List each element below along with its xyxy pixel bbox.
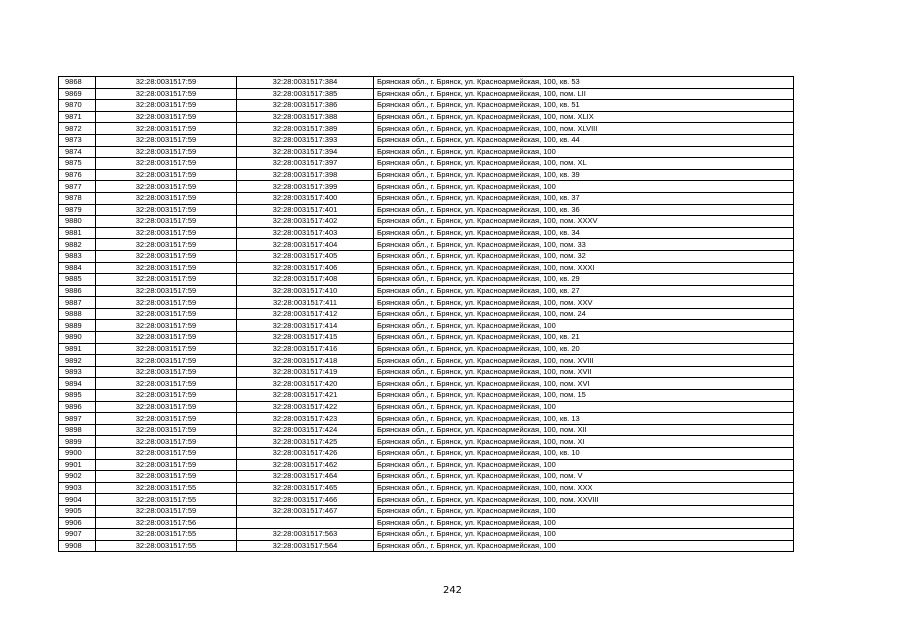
object-cadastral-number-cell: 32:28:0031517:465: [237, 482, 374, 494]
object-cadastral-number-cell: 32:28:0031517:403: [237, 227, 374, 239]
row-number-cell: 9875: [59, 158, 96, 170]
table-row: [59, 146, 794, 158]
object-cadastral-number-cell: 32:28:0031517:420: [237, 378, 374, 390]
source-cadastral-number-cell: 32:28:0031517:59: [96, 459, 237, 471]
address-cell: Брянская обл., г. Брянск, ул. Красноармейская, 100, кв. 29: [374, 274, 794, 286]
source-cadastral-number-cell: 32:28:0031517:59: [96, 88, 237, 100]
object-cadastral-number-cell: 32:28:0031517:404: [237, 239, 374, 251]
table-row: [59, 227, 794, 239]
object-cadastral-number-cell: 32:28:0031517:408: [237, 274, 374, 286]
object-cadastral-number-cell: 32:28:0031517:426: [237, 448, 374, 460]
object-cadastral-number-cell: 32:28:0031517:464: [237, 471, 374, 483]
object-cadastral-number-cell: 32:28:0031517:388: [237, 111, 374, 123]
source-cadastral-number-cell: 32:28:0031517:59: [96, 390, 237, 402]
source-cadastral-number-cell: 32:28:0031517:59: [96, 448, 237, 460]
row-number-cell: 9877: [59, 181, 96, 193]
row-number-cell: 9871: [59, 111, 96, 123]
object-cadastral-number-cell: 32:28:0031517:410: [237, 285, 374, 297]
address-cell: Брянская обл., г. Брянск, ул. Красноармейская, 100, пом. XII: [374, 424, 794, 436]
address-cell: Брянская обл., г. Брянск, ул. Красноармейская, 100, пом. XXVIII: [374, 494, 794, 506]
source-cadastral-number-cell: 32:28:0031517:59: [96, 366, 237, 378]
row-number-cell: 9873: [59, 134, 96, 146]
table-row: [59, 390, 794, 402]
row-number-cell: 9888: [59, 308, 96, 320]
table-row: [59, 401, 794, 413]
address-cell: Брянская обл., г. Брянск, ул. Красноармейская, 100, пом. V: [374, 471, 794, 483]
address-cell: Брянская обл., г. Брянск, ул. Красноармейская, 100, пом. 15: [374, 390, 794, 402]
address-cell: Брянская обл., г. Брянск, ул. Красноармейская, 100, кв. 39: [374, 169, 794, 181]
table-row: [59, 134, 794, 146]
row-number-cell: 9876: [59, 169, 96, 181]
source-cadastral-number-cell: 32:28:0031517:59: [96, 332, 237, 344]
address-cell: Брянская обл., г. Брянск, ул. Красноармейская, 100, пом. XXX: [374, 482, 794, 494]
row-number-cell: 9883: [59, 250, 96, 262]
table-row: [59, 274, 794, 286]
row-number-cell: 9868: [59, 77, 96, 89]
table-row: [59, 505, 794, 517]
table-row: [59, 471, 794, 483]
object-cadastral-number-cell: 32:28:0031517:462: [237, 459, 374, 471]
address-cell: Брянская обл., г. Брянск, ул. Красноармейская, 100: [374, 401, 794, 413]
row-number-cell: 9878: [59, 192, 96, 204]
source-cadastral-number-cell: 32:28:0031517:59: [96, 204, 237, 216]
object-cadastral-number-cell: 32:28:0031517:423: [237, 413, 374, 425]
row-number-cell: 9897: [59, 413, 96, 425]
source-cadastral-number-cell: 32:28:0031517:59: [96, 378, 237, 390]
row-number-cell: 9887: [59, 297, 96, 309]
table-row: [59, 459, 794, 471]
row-number-cell: 9890: [59, 332, 96, 344]
source-cadastral-number-cell: 32:28:0031517:59: [96, 239, 237, 251]
object-cadastral-number-cell: 32:28:0031517:397: [237, 158, 374, 170]
address-cell: Брянская обл., г. Брянск, ул. Красноармейская, 100: [374, 146, 794, 158]
source-cadastral-number-cell: 32:28:0031517:55: [96, 494, 237, 506]
row-number-cell: 9886: [59, 285, 96, 297]
table-row: [59, 366, 794, 378]
object-cadastral-number-cell: 32:28:0031517:405: [237, 250, 374, 262]
object-cadastral-number-cell: 32:28:0031517:393: [237, 134, 374, 146]
object-cadastral-number-cell: 32:28:0031517:415: [237, 332, 374, 344]
table-row: [59, 192, 794, 204]
source-cadastral-number-cell: 32:28:0031517:59: [96, 77, 237, 89]
row-number-cell: 9905: [59, 505, 96, 517]
address-cell: Брянская обл., г. Брянск, ул. Красноармейская, 100, пом. XVI: [374, 378, 794, 390]
row-number-cell: 9900: [59, 448, 96, 460]
object-cadastral-number-cell: 32:28:0031517:406: [237, 262, 374, 274]
table-row: [59, 204, 794, 216]
table-row: [59, 320, 794, 332]
table-row: [59, 343, 794, 355]
address-cell: Брянская обл., г. Брянск, ул. Красноармейская, 100, пом. XVII: [374, 366, 794, 378]
address-cell: Брянская обл., г. Брянск, ул. Красноармейская, 100, пом. XVIII: [374, 355, 794, 367]
table-row: [59, 424, 794, 436]
source-cadastral-number-cell: 32:28:0031517:59: [96, 320, 237, 332]
row-number-cell: 9901: [59, 459, 96, 471]
address-cell: Брянская обл., г. Брянск, ул. Красноармейская, 100, пом. XXXI: [374, 262, 794, 274]
object-cadastral-number-cell: 32:28:0031517:399: [237, 181, 374, 193]
source-cadastral-number-cell: 32:28:0031517:55: [96, 529, 237, 541]
row-number-cell: 9895: [59, 390, 96, 402]
table-row: [59, 448, 794, 460]
source-cadastral-number-cell: 32:28:0031517:59: [96, 227, 237, 239]
address-cell: Брянская обл., г. Брянск, ул. Красноармейская, 100: [374, 320, 794, 332]
object-cadastral-number-cell: 32:28:0031517:398: [237, 169, 374, 181]
row-number-cell: 9870: [59, 100, 96, 112]
row-number-cell: 9898: [59, 424, 96, 436]
source-cadastral-number-cell: 32:28:0031517:59: [96, 250, 237, 262]
table-row: [59, 77, 794, 89]
source-cadastral-number-cell: 32:28:0031517:59: [96, 181, 237, 193]
object-cadastral-number-cell: 32:28:0031517:385: [237, 88, 374, 100]
table-row: [59, 297, 794, 309]
row-number-cell: 9902: [59, 471, 96, 483]
object-cadastral-number-cell: 32:28:0031517:564: [237, 540, 374, 552]
address-cell: Брянская обл., г. Брянск, ул. Красноармейская, 100, кв. 37: [374, 192, 794, 204]
row-number-cell: 9879: [59, 204, 96, 216]
table-row: [59, 436, 794, 448]
address-cell: Брянская обл., г. Брянск, ул. Красноармейская, 100, кв. 44: [374, 134, 794, 146]
table-row: [59, 88, 794, 100]
object-cadastral-number-cell: 32:28:0031517:411: [237, 297, 374, 309]
row-number-cell: 9904: [59, 494, 96, 506]
address-cell: Брянская обл., г. Брянск, ул. Красноармейская, 100: [374, 517, 794, 529]
table-row: [59, 262, 794, 274]
address-cell: Брянская обл., г. Брянск, ул. Красноармейская, 100, пом. 24: [374, 308, 794, 320]
object-cadastral-number-cell: 32:28:0031517:466: [237, 494, 374, 506]
address-cell: Брянская обл., г. Брянск, ул. Красноармейская, 100, пом. XL: [374, 158, 794, 170]
source-cadastral-number-cell: 32:28:0031517:59: [96, 343, 237, 355]
row-number-cell: 9874: [59, 146, 96, 158]
table-row: [59, 308, 794, 320]
table-row: [59, 529, 794, 541]
object-cadastral-number-cell: 32:28:0031517:467: [237, 505, 374, 517]
object-cadastral-number-cell: 32:28:0031517:401: [237, 204, 374, 216]
address-cell: Брянская обл., г. Брянск, ул. Красноармейская, 100, кв. 27: [374, 285, 794, 297]
source-cadastral-number-cell: 32:28:0031517:59: [96, 262, 237, 274]
address-cell: Брянская обл., г. Брянск, ул. Красноармейская, 100, пом. XLIX: [374, 111, 794, 123]
address-cell: Брянская обл., г. Брянск, ул. Красноармейская, 100, кв. 51: [374, 100, 794, 112]
row-number-cell: 9893: [59, 366, 96, 378]
source-cadastral-number-cell: 32:28:0031517:59: [96, 471, 237, 483]
row-number-cell: 9906: [59, 517, 96, 529]
source-cadastral-number-cell: 32:28:0031517:59: [96, 505, 237, 517]
table-row: [59, 285, 794, 297]
address-cell: Брянская обл., г. Брянск, ул. Красноармейская, 100: [374, 181, 794, 193]
address-cell: Брянская обл., г. Брянск, ул. Красноармейская, 100, кв. 21: [374, 332, 794, 344]
address-cell: Брянская обл., г. Брянск, ул. Красноармейская, 100, кв. 13: [374, 413, 794, 425]
address-cell: Брянская обл., г. Брянск, ул. Красноармейская, 100: [374, 505, 794, 517]
registry-table: [58, 76, 794, 552]
row-number-cell: 9884: [59, 262, 96, 274]
source-cadastral-number-cell: 32:28:0031517:59: [96, 123, 237, 135]
row-number-cell: 9880: [59, 216, 96, 228]
address-cell: Брянская обл., г. Брянск, ул. Красноармейская, 100, пом. XXV: [374, 297, 794, 309]
table-row: [59, 494, 794, 506]
source-cadastral-number-cell: 32:28:0031517:59: [96, 146, 237, 158]
row-number-cell: 9908: [59, 540, 96, 552]
object-cadastral-number-cell: 32:28:0031517:400: [237, 192, 374, 204]
page-number: 242: [442, 585, 463, 596]
source-cadastral-number-cell: 32:28:0031517:59: [96, 285, 237, 297]
address-cell: Брянская обл., г. Брянск, ул. Красноармейская, 100, кв. 10: [374, 448, 794, 460]
source-cadastral-number-cell: 32:28:0031517:59: [96, 216, 237, 228]
source-cadastral-number-cell: 32:28:0031517:59: [96, 134, 237, 146]
address-cell: Брянская обл., г. Брянск, ул. Красноармейская, 100, пом. XXXV: [374, 216, 794, 228]
row-number-cell: 9885: [59, 274, 96, 286]
address-cell: Брянская обл., г. Брянск, ул. Красноармейская, 100, пом. XLVIII: [374, 123, 794, 135]
object-cadastral-number-cell: 32:28:0031517:386: [237, 100, 374, 112]
row-number-cell: 9891: [59, 343, 96, 355]
source-cadastral-number-cell: 32:28:0031517:59: [96, 424, 237, 436]
address-cell: Брянская обл., г. Брянск, ул. Красноармейская, 100, пом. 32: [374, 250, 794, 262]
row-number-cell: 9903: [59, 482, 96, 494]
source-cadastral-number-cell: 32:28:0031517:59: [96, 158, 237, 170]
address-cell: Брянская обл., г. Брянск, ул. Красноармейская, 100, кв. 53: [374, 77, 794, 89]
address-cell: Брянская обл., г. Брянск, ул. Красноармейская, 100, кв. 20: [374, 343, 794, 355]
table-row: [59, 378, 794, 390]
source-cadastral-number-cell: 32:28:0031517:59: [96, 274, 237, 286]
row-number-cell: 9882: [59, 239, 96, 251]
object-cadastral-number-cell: 32:28:0031517:421: [237, 390, 374, 402]
source-cadastral-number-cell: 32:28:0031517:59: [96, 100, 237, 112]
address-cell: Брянская обл., г. Брянск, ул. Красноармейская, 100: [374, 529, 794, 541]
source-cadastral-number-cell: 32:28:0031517:59: [96, 308, 237, 320]
table-row: [59, 482, 794, 494]
object-cadastral-number-cell: 32:28:0031517:416: [237, 343, 374, 355]
object-cadastral-number-cell: [237, 517, 374, 529]
source-cadastral-number-cell: 32:28:0031517:55: [96, 482, 237, 494]
row-number-cell: 9872: [59, 123, 96, 135]
table-row: [59, 540, 794, 552]
object-cadastral-number-cell: 32:28:0031517:419: [237, 366, 374, 378]
object-cadastral-number-cell: 32:28:0031517:425: [237, 436, 374, 448]
source-cadastral-number-cell: 32:28:0031517:55: [96, 540, 237, 552]
address-cell: Брянская обл., г. Брянск, ул. Красноармейская, 100, пом. 33: [374, 239, 794, 251]
object-cadastral-number-cell: 32:28:0031517:384: [237, 77, 374, 89]
table-row: [59, 250, 794, 262]
address-cell: Брянская обл., г. Брянск, ул. Красноармейская, 100, кв. 34: [374, 227, 794, 239]
address-cell: Брянская обл., г. Брянск, ул. Красноармейская, 100, пом. XI: [374, 436, 794, 448]
table-row: [59, 169, 794, 181]
object-cadastral-number-cell: 32:28:0031517:563: [237, 529, 374, 541]
row-number-cell: 9889: [59, 320, 96, 332]
address-cell: Брянская обл., г. Брянск, ул. Красноармейская, 100: [374, 540, 794, 552]
table-row: [59, 181, 794, 193]
table-row: [59, 239, 794, 251]
table-row: [59, 413, 794, 425]
row-number-cell: 9896: [59, 401, 96, 413]
row-number-cell: 9892: [59, 355, 96, 367]
object-cadastral-number-cell: 32:28:0031517:394: [237, 146, 374, 158]
table-row: [59, 111, 794, 123]
row-number-cell: 9894: [59, 378, 96, 390]
source-cadastral-number-cell: 32:28:0031517:59: [96, 297, 237, 309]
table-row: [59, 355, 794, 367]
source-cadastral-number-cell: 32:28:0031517:59: [96, 436, 237, 448]
table-row: [59, 517, 794, 529]
address-cell: Брянская обл., г. Брянск, ул. Красноармейская, 100, кв. 36: [374, 204, 794, 216]
address-cell: Брянская обл., г. Брянск, ул. Красноармейская, 100: [374, 459, 794, 471]
object-cadastral-number-cell: 32:28:0031517:402: [237, 216, 374, 228]
table-row: [59, 123, 794, 135]
source-cadastral-number-cell: 32:28:0031517:59: [96, 192, 237, 204]
row-number-cell: 9907: [59, 529, 96, 541]
object-cadastral-number-cell: 32:28:0031517:422: [237, 401, 374, 413]
registry-table-body: [59, 77, 794, 552]
object-cadastral-number-cell: 32:28:0031517:412: [237, 308, 374, 320]
source-cadastral-number-cell: 32:28:0031517:59: [96, 111, 237, 123]
row-number-cell: 9869: [59, 88, 96, 100]
row-number-cell: 9881: [59, 227, 96, 239]
row-number-cell: 9899: [59, 436, 96, 448]
address-cell: Брянская обл., г. Брянск, ул. Красноармейская, 100, пом. LII: [374, 88, 794, 100]
object-cadastral-number-cell: 32:28:0031517:414: [237, 320, 374, 332]
table-row: [59, 100, 794, 112]
table-row: [59, 158, 794, 170]
source-cadastral-number-cell: 32:28:0031517:59: [96, 413, 237, 425]
object-cadastral-number-cell: 32:28:0031517:424: [237, 424, 374, 436]
object-cadastral-number-cell: 32:28:0031517:389: [237, 123, 374, 135]
source-cadastral-number-cell: 32:28:0031517:56: [96, 517, 237, 529]
source-cadastral-number-cell: 32:28:0031517:59: [96, 355, 237, 367]
object-cadastral-number-cell: 32:28:0031517:418: [237, 355, 374, 367]
table-row: [59, 216, 794, 228]
source-cadastral-number-cell: 32:28:0031517:59: [96, 401, 237, 413]
table-row: [59, 332, 794, 344]
source-cadastral-number-cell: 32:28:0031517:59: [96, 169, 237, 181]
